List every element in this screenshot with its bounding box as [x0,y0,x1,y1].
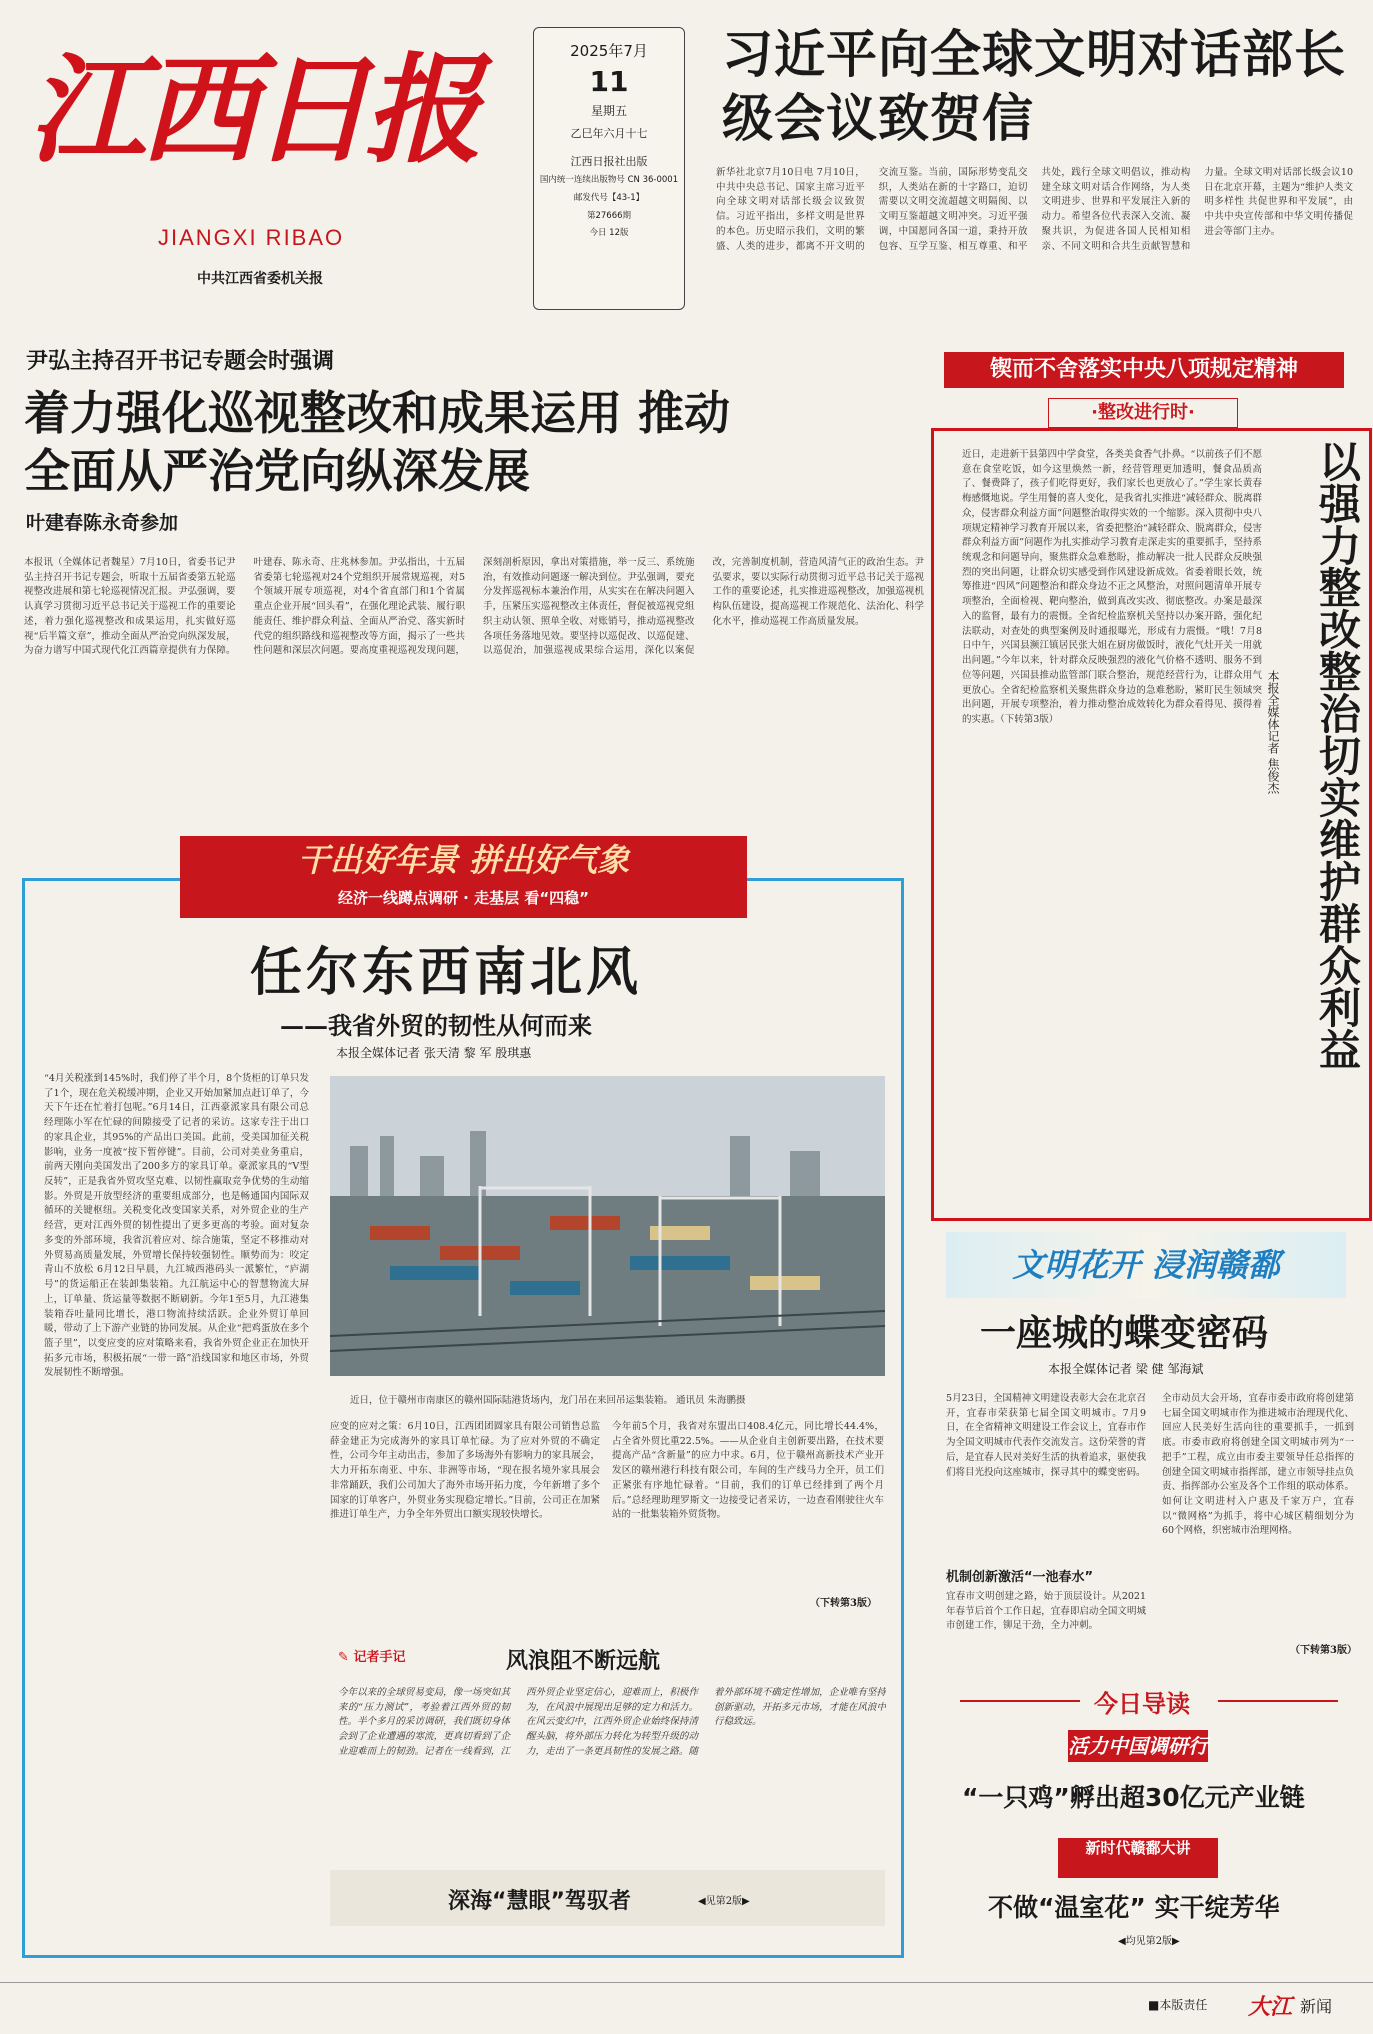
feature-banner [180,836,747,918]
campaign-tag: ·整改进行时· [1048,398,1238,428]
civ-banner-text: 文明花开 浸润赣鄱 [1012,1246,1280,1284]
civ-continued[interactable]: （下转第3版） [1290,1645,1357,1656]
feature-headline[interactable]: 任尔东西南北风 [250,943,643,1003]
right-article-body: 近日，走进新干县第四中学食堂，各类美食香气扑鼻。“以前孩子们不愿意在食堂吃饭，如今这里焕然一新，经营管理更加透明，餐食品质高了、餐费降了，孩子们吃得更好，我们家长也更放心了。”学生家长黄春梅感慨地说。学生用餐的喜人变化，是我省扎实推进“减轻群众、脱离群众，侵害群众利益方面”问题整治取得实效的一个缩影。深入贯彻中央八项规定精神学习教育开展以来，省委把整治“减轻群众、脱离群众，侵害群众利益方面”问题作为扎实推动学习教育走深走实的重要抓手，坚持系统观念和问题导向，聚焦群众急难愁盼，推动解决一批人民群众反映强烈的突出问题，让群众切实感受到作风建设新成效。省委着眼长效，统筹推进“四风”问题整治和群众身边不正之风整治，对照问题清单开展专项整治，全面检视、靶向整治，做到真改实改、彻底整改。办案是最深入的监督，最有力的震慑。全省纪检监察机关坚持以办案开路，强化纪法联动，对查处的典型案例及时通报曝光，形成有力震慑。“哦！7月8日中午，兴国县濒江镇居民张大姐在厨房做饭时，液化气灶开关一用就出问题。”今年以来，针对群众反映强烈的液化气价格不透明、服务不到位等问题，兴国县推动监管部门联合整治，规范经营行为，让群众用气更放心。全省纪检监察机关聚焦群众身边的急难愁盼，紧盯民生领域突出问题，开展专项整治，着力推动整治成效转化为群众看得见、摸得着的实惠。（下转第3版） [962,449,1262,725]
reporter-note-body: 今年以来的全球贸易变局，像一场突如其来的“压力测试”，考验着江西外贸的韧性。半个多月的采访调研，我们既切身体会到了企业遭遇的寒流，更真切看到了企业迎难而上的韧劲。记者在一线看到，江西外贸企业坚定信心，迎难而上，积极作为，在风浪中展现出足够的定力和活力。在风云变幻中，江西外贸企业始终保持清醒头脑，将外部压力转化为转型升级的动力，走出了一条更具韧性的发展之路。随着外部环境不确定性增加，企业唯有坚持创新驱动，开拓多元市场，才能在风浪中行稳致远。 [338,1687,886,1757]
date-lunar: 乙巳年六月十七 [570,127,648,140]
lead-body: 新华社北京7月10日电 7月10日，中共中央总书记、国家主席习近平向全球文明对话部长级会议致贺信。习近平指出，多样文明是世界的本色。历史昭示我们，文明的繁盛、人类的进步，都离不开文明的交流互鉴。当前，国际形势变乱交织，人类站在新的十字路口，迫切需要以文明交流超越文明隔阂、以文明互鉴超越文明冲突。习近平强调，中国愿同各国一道，秉持开放包容、互学互鉴、相互尊重、和平共处，践行全球文明倡议，推动构建全球文明对话合作网络，为人类文明进步、世界和平发展注入新的动力。希望各位代表深入交流、凝聚共识，为促进各国人民相知相亲、不同文明和合共生贡献智慧和力量。全球文明对话部长级会议10日在北京开幕，主题为“维护人类文明多样性 共促世界和平发展”，由中共中央宣传部和中华文明传播促进会等部门主办。 [716,167,1353,252]
civ-byline: 本报全媒体记者 梁 健 邹海斌 [1048,1362,1204,1376]
guide-see-page: ◀均见第2版▶ [1118,1936,1180,1947]
campaign-banner: 锲而不舍落实中央八项规定精神 [944,352,1344,388]
civ-subhead: 机制创新激活“一池春水” [946,1570,1094,1585]
feature-byline: 本报全媒体记者 张天清 黎 军 殷琪惠 [336,1046,532,1060]
civ-headline[interactable]: 一座城的蝶变密码 [980,1313,1269,1354]
civ-body-1: 5月23日，全国精神文明建设表彰大会在北京召开，宜春市荣获第七届全国文明城市。7月9日，在全省精神文明建设工作会议上，宜春市作为全国文明城市代表作交流发言。这份荣誉的背后，是宜春人民对美好生活的执着追求，驱使我们将目光投向这座城市，探寻其中的蝶变密码。 [946,1393,1146,1478]
masthead-logo [28,40,528,250]
feature-mid-body-1: 应变的应对之策：6月10日，江西团团圆家具有限公司销售总监薛金建正为完成海外的家具订单忙碌。为了应对外贸的不确定性，公司今年主动出击，参加了多场海外有影响力的家具展会，大力开拓东南亚、中东、非洲等市场，“现在报名境外家具展会非常踊跃，我们公司加大了海外市场开拓力度，今年新增了多个国家的订单客户，外贸业务实现稳定增长。”目前，公司正在加紧推进订单生产，力争全年外贸出口额实现较快增长。 [330,1421,600,1521]
guide-rule-right [1218,1700,1338,1702]
deep-sea-teaser-title[interactable]: 深海“慧眼”驾驭者 [448,1889,631,1914]
postal-code: 邮发代号【43-1】 [573,192,645,203]
port-photo-illustration [330,1076,885,1376]
issue-number: 第27666期 [586,210,632,221]
reporter-note-label [338,1646,405,1665]
logo-calligraphy: 江西日报 [28,40,477,179]
top-kicker: 尹弘主持召开书记专题会时强调 [26,349,335,374]
page-count: 今日 12版 [589,228,629,239]
reporter-note-headline[interactable]: 风浪阻不断远航 [506,1649,661,1674]
port-photo [330,1076,885,1376]
feature-left-body: “4月关税涨到145%时，我们停了半个月，8个货柜的订单只发了1个，现在危关税缓冲期，企业又开始加紧加点赶订单了，今天下午还在忙着打包呢。”6月14日，江西豪派家具有限公司总经理陈小军在忙碌的间隙接受了记者的采访。这家专注于出口的家具企业，其95%的产品出口美国。此前，受美国加征关税影响，业务一度被“按下暂停键”。目前，公司对美业务重启，前两天刚向美国发出了200多方的家具订单。豪派家具的“V型反转”，正是我省外贸攻坚克难、以韧性赢取竞争优势的生动缩影。外贸是开放型经济的重要组成部分，也是畅通国内国际双循环的关键枢纽。关税变化改变国家关系，对外贸企业的生产经营，更对江西外贸的韧性提出了更多更高的考验。面对复杂多变的外部环境，我省沉着应对、综合施策，坚定不移推动对外贸易高质量发展，外贸增长保持较强韧性。顺势而为：咬定青山不放松 6月12日早晨，九江城西港码头一派繁忙，“庐湖号”的货运船正在装卸集装箱。九江航运中心的智慧物流大屏上，订单量、货运量等数据不断刷新。今年1至5月，九江港集装箱吞吐量同比增长，港口物流持续活跃。企业外贸订单回暖，带动了上下游产业链的协同发展。从企业“把鸡蛋放在多个篮子里”，以变应变的应对策略来看，我省外贸企业正在加快开拓多元市场，积极拓展“一带一路”沿线国家和地区市场，外贸发展韧性不断增强。 [44,1073,309,1379]
deep-sea-see-page: ◀见第2版▶ [698,1896,750,1907]
civ-banner [946,1232,1346,1298]
dajiang-site[interactable]: 新闻 [1300,1997,1333,2016]
guide-headline-1[interactable]: “一只鸡”孵出超30亿元产业链 [962,1783,1305,1812]
right-article-headline[interactable]: 以强力整改整治切实维护群众利益 [1313,440,1362,1070]
top-headline[interactable]: 着力强化巡视整改和成果运用 推动全面从严治党向纵深发展 [24,386,731,498]
feature-banner-sub: 经济一线蹲点调研 · 走基层 看“四稳” [337,889,590,907]
pen-icon: ✎ [338,1650,349,1665]
date-weekday: 星期五 [590,104,627,118]
date-box [533,27,685,310]
guide-title: 今日导读 [1094,1690,1190,1718]
date-day: 11 [589,65,629,98]
feature-banner-title: 干出好年景 拼出好气象 [297,841,630,879]
photo-caption: 近日，位于赣州市南康区的赣州国际陆港货场内，龙门吊在来回吊运集装箱。 通讯员 朱海鹏摄 [350,1395,746,1406]
guide-rule-left [960,1700,1080,1702]
guide-tag-2: 新时代赣鄱大讲 [1058,1838,1218,1878]
dajiang-logo: 大江 [1248,1994,1293,2020]
civ-body-3: 宜春市文明创建之路，始于顶层设计。从2021年春节后首个工作日起，宜春即启动全国文明城市创建工作，铆足干劲，全力冲刺。 [946,1591,1146,1632]
feature-mid-body-2: 今年前5个月，我省对东盟出口408.4亿元，同比增长44.4%，占全省外贸比重22.5%。——从企业自主创新要出路，在技术要提高产品“含新量”的应力中求。6月，位于赣州高新技术产业开发区的赣州港行科技有限公司，车间的生产线马力全开，员工们正紧张有序地忙碌着。“目前，我们的订单已经排到了两个月后。”总经理助理罗斯文一边接受记者采访，一边查看刚驶往火车站的一批集装箱外贸货物。 [612,1421,884,1521]
footer-rule [0,1982,1373,1983]
reporter-note-text: 记者手记 [353,1650,406,1665]
publisher: 江西日报社出版 [570,155,648,168]
date-year-month: 2025年7月 [570,42,648,60]
masthead-subtitle: 中共江西省委机关报 [197,271,323,287]
lead-headline[interactable]: 习近平向全球文明对话部长级会议致贺信 [722,26,1347,149]
footer-editor: ■本版责任 [1148,1998,1208,2012]
guide-headline-2[interactable]: 不做“温室花” 实干绽芳华 [988,1893,1280,1922]
logo-pinyin: JIANGXI RIBAO [158,225,345,250]
top-body: 本报讯（全媒体记者魏星）7月10日，省委书记尹弘主持召开书记专题会，听取十五届省委第五轮巡视整改进展和第七轮巡视情况汇报。尹弘强调，要认真学习贯彻习近平总书记关于巡视工作的重要论述，着力强化巡视整改和成果运用，扎实做好巡视“后半篇文章”，推动全面从严治党向纵深发展，为奋力谱写中国式现代化江西篇章提供有力保障。叶建春、陈永奇、庄兆林参加。尹弘指出，十五届省委第七轮巡视对24个党组织开展常规巡视，对5个领域开展专项巡视，对4个省直部门和1个省属重点企业开展“回头看”，在强化理论武装、履行职能责任、维护群众利益、全面从严治党、落实新时代党的组织路线和巡视整改等方面，揭示了一些共性问题和深层次问题。要高度重视巡视发现问题，深刻剖析原因，拿出对策措施，举一反三、系统施治，有效推动问题逐一解决到位。尹弘强调，要充分发挥巡视标本兼治作用，从实实在在解决问题入手，压紧压实巡视整改主体责任，督促被巡视党组织主动认领、照单全收、对账销号，推动巡视整改各项任务落地见效。要坚持以巡促改、以巡促建、以巡促治，加强巡视成果综合运用，深化以案促改，完善制度机制，营造风清气正的政治生态。尹弘要求，要以实际行动贯彻习近平总书记关于巡视工作的重要论述，扎实推进巡视整改，加强巡视机构队伍建设，提高巡视工作规范化、法治化、科学化水平，推动巡视工作高质量发展。 [24,557,924,657]
feature-continued[interactable]: （下转第3版） [810,1598,877,1609]
issn: 国内统一连续出版物号 CN 36-0001 [539,175,679,185]
right-article-byline: 本报全媒体记者 焦俊杰 [1266,670,1280,794]
civ-body-2: 全市动员大会开场，宜春市委市政府将创建第七届全国文明城市作为推进城市治理现代化、回应人民美好生活向往的重要抓手，一抓到底。市委市政府将创建全国文明城市列为“一把手”工程，成立由市委主要领导任总指挥的创建全国文明城市指挥部，建立市领导挂点负责、指挥部办公室及各个工作组的联动体系。如何让文明进村入户惠及千家万户，宜春以“微网格”为抓手，将中心城区精细划分为60个网格，织密城市治理网格。 [1162,1393,1354,1537]
guide-tag-1: 活力中国调研行 [1068,1730,1208,1762]
feature-subheadline: ——我省外贸的韧性从何而来 [280,1011,592,1040]
top-subtitle: 叶建春陈永奇参加 [26,512,179,534]
